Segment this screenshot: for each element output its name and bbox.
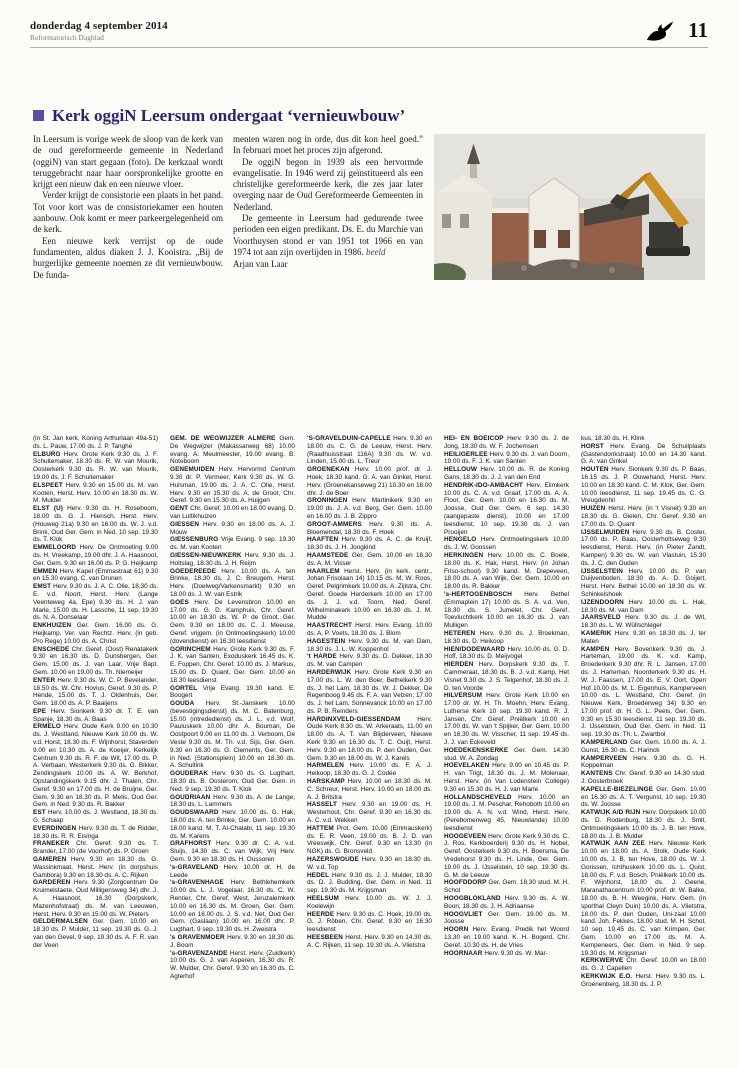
directory-entry: HARSKAMP Herv. 10.00 en 18.30 ds. M. C. Schreur, Herst. Herv. 10.00 en 18.00 ds. A. J. Britstra	[307, 778, 432, 801]
directory-entry: IJSSELMUIDEN Herv. 9.30 ds. B. Coster, 17.00 ds. P. Baas, Oosterholtseweg 9.30 leesdienst, Herst. Herv. (in Pieter Zandt, Kampen) 9.30 ds. W. van Vlastuin, 15.30 ds. J. C. den Ouden	[581, 528, 706, 567]
paragraph: Een nieuwe kerk verrijst op de oude fundamenten, aldus diaken J. J. Kooistra. „Bij de burgerlijke gemeente noemen ze dit vernieuwbouw. De funda-	[33, 235, 223, 280]
town-name: HOEVELAKEN	[444, 762, 493, 770]
directory-entry: HARDERWIJK Herv. Grote Kerk 9.30 en 17.00 ds. L. W. den Boer, Bethelkerk 9.30 ds. J. het Lam, 18.30 ds. W. J. Dekker, De Regenboog 9.45 ds. F. A. van Velzen, 17.00 ds. J. het Lam, Sonnevanck 10.00 en 17.00 ds. P. B. Reinders	[307, 668, 432, 715]
town-name: HAAMSTEDE	[307, 551, 352, 559]
directory-entry: HARDINXVELD-GIESSENDAM Herv. Oude Kerk 8.30 ds. W. Arkeraats, 11.00 en 18.00 ds. A. T. van Blijderveen, Nieuwe Kerk 9.30 en 16.30 ds. T. C. Guijt, Herst. Herv. 9.30 en 18.00 ds. P. den Ouden, Ger. Gem. 9.30 en 18.00 ds. W. J. Karels	[307, 715, 432, 762]
town-name: GRAFHORST	[170, 840, 217, 848]
paper-name: Reformatorisch Dagblad	[30, 33, 104, 42]
town-name: GIESSEN	[170, 520, 203, 528]
town-name: KATWIJK A/D RIJN	[581, 809, 643, 817]
town-name: HOORN	[444, 926, 473, 934]
article-column-2	[233, 134, 423, 271]
town-name: GIESSEN-NIEUWKERK	[170, 551, 245, 559]
directory-entry: HOUTEN Herv. Sionkerk 9.30 ds. P. Baas, 16.15 ds. J. P. Ouwehand, Herst. Herv. 10.00 en 18.30 kand. C. M. Klok, Ger. Gem. 10.00 leesdienst, 11 sep. 19.45 ds. C. G. Vreugdenhil	[581, 466, 706, 505]
town-name: IJZENDOORN	[581, 598, 629, 606]
town-name: HOOGVLIET	[444, 910, 489, 918]
town-name: EST	[33, 809, 48, 817]
directory-entry: GENT Chr. Geref. 10.00 en 18.00 evang. D. van Luttikhuizen	[170, 505, 295, 520]
directory-entry: HILVERSUM Herv. Grote Kerk 10.00 en 17.00 dr. W. H. Th. Moehn, Herv. Evang. Lutherse Kerk 10 sep. 19.30 kand. R. J. Jansen, Chr. Geref. Pniëlkerk 10.00 en 17.00 ds. W. van 't Spijker, Ger. Gem. 10.00 en 16.30 ds. W. Visscher, 11 sep. 19.45 ds. J. J. van Eckeveld	[444, 692, 569, 747]
town-name: HUIZEN	[581, 505, 609, 513]
town-name: HOORNAAR	[444, 949, 485, 957]
page-number: 11	[688, 18, 708, 42]
town-name: HOOGBLOKLAND	[444, 895, 505, 903]
directory-entry: HAAMSTEDE Ger. Gem. 10.00 en 18.30 ds. A. M. Visser	[307, 551, 432, 567]
directory-entry: GAMEREN Herv. 9.30 en 18.30 ds. G. Wassinkmaat, Herst. Herv. (in dorpshuis Gambora) 9.30 en 18.30 ds. A. C. Rijken	[33, 856, 158, 879]
article-photo	[434, 134, 705, 280]
directory-entry: 's-GRAVELAND Herv. 10.00 dr. H. de Leede	[170, 863, 295, 879]
headline-row	[33, 106, 705, 125]
town-name: EMMELOORD	[33, 544, 80, 552]
directory-entry: EMST Herv. 9.30 ds. J. A. C. Olie, 18.30 ds. E. v.d. Noort, Herst. Herv. (Lange Veenteweg 4a, Epe) 9.30 ds. H. J. van Marle, 15.00 ds. H. Lassche, 11 sep. 19.30 ds. N. A. Donselaar	[33, 583, 158, 622]
directory-entry: EST Herv. 10.00 ds. J. Westland, 18.30 ds. G. Schaap	[33, 809, 158, 825]
town-name: GEM. DE WEGWIJZER ALMERE	[170, 435, 280, 442]
town-name: 's GRAVENMOER	[170, 934, 228, 941]
town-name: 's-GRAVELAND	[170, 863, 224, 871]
town-name: GENT	[170, 505, 191, 513]
town-name: GRONINGEN	[307, 497, 353, 505]
directory-entry: GEM. DE WEGWIJZER ALMERE Gem. De Wegwijzer (Makassarweg 68) 10.00 evang. A. Meulmeester, 19.00 evang. B. Noteboom	[170, 435, 295, 466]
town-name: HOEDEKENSKERKE	[444, 746, 514, 754]
town-name: HAASTRECHT	[307, 622, 356, 630]
directory-entry: ENKHUIZEN Ger. Gem. 16.00 ds. G. Heijkamp, Ver. van Rechtz. Herv. (in geb. Pro Rege) 10.00 ds. A. Christ	[33, 622, 158, 645]
town-name: HARMELEN	[307, 762, 350, 770]
town-name: HORST	[581, 442, 611, 450]
town-name: KERKWERVE	[581, 957, 627, 965]
directory-entry: HOOFDDORP Ger. Gem. 18.30 stud. M. H. Schot	[444, 879, 569, 895]
town-name: HERKINGEN	[444, 551, 488, 559]
town-name: KERKWIJK E.O.	[581, 972, 636, 980]
directory-entry: GOUDSWAARD Herv. 10.00 ds. G. Hak, 18.00 ds. A. ten Brinke, Ger. Gem. 10.00 en 18.00 kand. M. T. Al-Chalabi, 11 sep. 19.30 ds. M. Karens	[170, 809, 295, 840]
lead-article	[33, 106, 705, 281]
directory-entry: HOORNAAR Herv. 9.30 ds. W. Mar-	[444, 949, 548, 957]
town-name: GARDEREN	[33, 879, 74, 887]
paragraph: menten waren nog in orde, dus dit kon heel goed.” In februari moet het proces zijn afgerond.	[233, 134, 423, 156]
directory-entry: HETEREN Herv. 9.30 ds. J. Broekman, 18.30 ds. D. Heikoop	[444, 629, 569, 645]
town-name: HAARLEM	[307, 567, 345, 575]
paragraph: Verder krijgt de consistorie een plaats in het pand. Tot voor kort was de consistoriekamer een houten aanbouw. Ook komt er meer parkeergelegenheid om de kerk.	[33, 190, 223, 235]
town-name: KAMPEN	[581, 645, 615, 653]
directory-entry: EMMEN Herv. Kapel (Emmastraat 61) 9.30 en 15.30 evang. C. van Drunen	[33, 567, 158, 583]
directory-entry: KAPELLE-BIEZELINGE Ger. Gem. 10.00 en 16.30 ds. A. T. Vergunst, 10 sep. 19.30 ds. W. Joosse	[581, 785, 706, 809]
directory-entry: GORINCHEM Herv. Grote Kerk 9.30 ds. F. J. K. van Santen, Exoduskerk 16.45 ds. K. E. Foppen, Chr. Geref. 10.00 ds. J. Markus, 15.00 ds. D. Quant, Ger. Gem. 10.00 en 18.30 leesdienst	[170, 645, 295, 684]
town-name: HASSELT	[307, 801, 343, 809]
directory-entry: FRANEKER Chr. Geref. 9.30 ds. T. Brander, 17.00 (de Voorhof) ds. P. Groen	[33, 840, 158, 856]
town-name: IJSSELMUIDEN	[581, 528, 633, 536]
directory-entry: HIEN/DODEWAARD Herv. 10.00 ds. G. D. Hoff, 18.30 ds. D. Meijvogel	[444, 645, 569, 661]
town-name: HARDERWIJK	[307, 668, 355, 676]
town-name: FRANEKER	[33, 840, 77, 848]
town-name: ENKHUIZEN	[33, 622, 77, 630]
directory-entry: HOOGBLOKLAND Herv. 9.30 ds. A. W. Boon, 18.30 ds. J. H. Adriaanse	[444, 895, 569, 910]
directory-entry: HAGESTEIN Herv. 9.30 ds. M. van Dam, 18.30 ds. J. L. W. Koppenhol	[307, 637, 432, 653]
directory-entry: ENTER Herv. 9.30 ds. W. C. P. Bevelander, 18.50 ds. W. Chr. Hovius, Geref. 9.30 ds. P. Hende, 15.00 ds. T. J. Oldenhuis, Ger. Gem. 18.00 ds. A. P. Baaijens	[33, 676, 158, 708]
directory-entry: HENGELO Herv. Ontmoetingskerk 10.00 ds. J. W. Goossen	[444, 536, 569, 552]
town-name: HATTEM	[307, 824, 337, 832]
town-name: GROOT-AMMERS	[307, 520, 370, 528]
town-name: 'S-GRAVELDUIN-CAPELLE	[307, 435, 394, 442]
town-name: KAMERIK	[581, 629, 615, 637]
town-name: 's-GRAVENZANDE	[170, 949, 230, 957]
directory-entry: GORTEL Vrije Evang. 19.30 kand. E. Boogert	[170, 684, 295, 700]
directory-entry: HOEVELAKEN Herv. 9.00 en 10.45 ds. P. H. van Trigt, 18.30 ds. J. M. Molenaar, Herst. Herv. (in Van Lodenstein College) 9.30 en 15.30 ds. H. J. van Marle	[444, 762, 569, 793]
town-name: HELLOUW	[444, 466, 481, 474]
paragraph	[233, 213, 423, 258]
town-name: HOOFDDORP	[444, 879, 489, 887]
town-name: HENGELO	[444, 536, 481, 544]
town-name: HOUTEN	[581, 466, 612, 474]
directory-entry: GROENEKAN Herv. 10.00 prof. dr. J. Hoek, 18.30 kand. G. A. van Ginkel, Herst. Herv. (Groenekanseweg 21) 10.30 en 18.00 dhr. J. de Boer	[307, 466, 432, 497]
paragraph-text: De gemeente in Leersum had gedurende twee perioden een eigen predikant. Ds. E. du Marchie van Voorthuysen stond er van 1951 tot 1966 en van 1974 tot aan zijn overlijden in 1986.	[233, 213, 423, 257]
photo-credit-label: beeld	[365, 246, 386, 257]
town-name: HOOGEVEEN	[444, 832, 489, 840]
town-name: EMST	[33, 583, 54, 591]
directory-entry: HELLOUW Herv. 10.00 ds. R. de Koning Gans, 18.30 ds. J. J. van den End	[444, 466, 569, 481]
directory-entry: EVERDINGEN Herv. 9.30 ds. T. de Ridder, 18.30 ds. R. R. Eisinga	[33, 824, 158, 840]
town-name: GOUDSWAARD	[170, 809, 223, 817]
directory-entry: KATWIJK A/D RIJN Herv. Dorpskerk 10.00 ds. D. Rodenburg, 18.30 ds. J. Smit, Ontmoetingskerk 10.00 ds. J. B. ten Hove, 18.00 ds. J. B. Mulder	[581, 809, 706, 840]
directory-entry: HEERDE Herv. 9.30 ds. C. Hoek, 19.00 ds. G. J. Röben, Chr. Geref. 9.30 en 16.30 leesdienst	[307, 910, 432, 934]
town-name: HEERDE	[307, 910, 337, 918]
directory-entry: KERKWIJK E.O. Herst. Herv. 9.30 ds. L. Groenenberg, 18.30 ds. J. P.	[581, 972, 706, 988]
directory-entry: HENDRIK-IDO-AMBACHT Herv. Elimkerk 10.00 ds. C. A. v.d. Graaf, 17.00 ds. A. A. Floor, Ger. Gem. 10.00 en 16.30 ds. M. Joosse, Oud Ger. Gem. 6 sep. 14.30 (aangepaste dienst), 10.00 en 17.00 leesdienst, 10 sep. 19.30 ds. J. van Prooijen	[444, 481, 569, 536]
directory-entry: KERKWERVE Chr. Geref. 10.00 en 18.00 ds. G. J. Capellen	[581, 957, 706, 973]
directory-entry: KATWIJK AAN ZEE Herv. Nieuwe Kerk 10.00 en 18.00 ds. A. Stolk, Oude Kerk 10.00 ds. J. B. ten Hove, 18.00 ds. W. J. Gorissen, Ichthuskerk 10.00 ds. L. Quist, 18.00 ds. F. v.d. Bosch, Pniëlkerk 10.00 ds. F. Wijnhorst, 18.00 ds. J. Geene, Maranathacentrum 10.00 prof. dr. W. Balke, 18.00 ds. B. H. Weegink, Herv. Gem. (in sporthal Cleyn Duin) 10.00 ds. A. Vlietstra, 18.00 ds. P. den Ouden, Uni-zaal 10.00 kand. Joh. Fekkes, 18.00 stud. M. H. Schot, 10 sep. 19.45 ds. C. van Krimpen, Ger. Gem. 10.00 en 17.00 ds. M. A. Kempeneers, Ger. Gem. in Ned. 9 sep. 19.30 ds. M. Krijgsman	[581, 840, 706, 957]
directory-entry: HOOGVLIET Ger. Gem. 19.00 ds. M. Joosse	[444, 910, 569, 926]
directory-entry: GOES Herv. De Levensbron 10.00 en 17.00 ds. G. D. Kamphuis, Chr. Geref. 10.00 en 18.30 ds. W. P. de Groot, Ger. Gem. 9.30 en 18.00 ds. C. J. Meeuse, Geref. vrijgem. (in Ontmoetingskerk) 10.00 (dovendienst) en 16.30 leesdienst	[170, 598, 295, 645]
masthead	[30, 20, 708, 48]
town-name: GENEMUIDEN	[170, 466, 219, 474]
town-name: KAMPERVEEN	[581, 754, 634, 762]
directory-entry: GIESSENBURG Vrije Evang. 9 sep. 19.30 ds. M. van Kooten	[170, 536, 295, 552]
directory-entry: IJZENDOORN Herv. 10.00 ds. L. Hak, 18.30 ds. M. van Dam	[581, 598, 706, 614]
directory-entry: KANTENS Chr. Geref. 9.30 en 14.30 stud. J. Oosterbroek	[581, 770, 706, 786]
article-headline: Kerk oggiN Leersum ondergaat ‘vernieuwbouw’	[52, 106, 406, 125]
directory-entry: GARDEREN Herv. 9.30 (Zorgcentrum De Kruimelstaete, Oud Milligensweg 34) dhr. J. A. Haasnoot, 16.30 (Dorpskerk, Mazenhofstraat) ds. M. van Leeuwen, Herst. Herv. 9.30 en 15.00 ds. W. Pieters	[33, 879, 158, 918]
directory-entry: ELSPEET Herv. 9.30 en 15.00 ds. M. van Kooten, Herst. Herv. 10.00 en 18.30 ds. W. M. Mulder	[33, 481, 158, 505]
town-name: KAMPERLAND	[581, 739, 631, 747]
town-name: KAPELLE-BIEZELINGE	[581, 785, 657, 793]
directory-entry: KAMERIK Herv. 9.30 en 18.30 ds. J. ter Maten	[581, 629, 706, 645]
directory-entry: HEI- EN BOEICOP Herv. 9.30 ds. J. de Jong, 18.30 ds. W. F. Jochemsen	[444, 435, 569, 450]
directory-entry: KAMPEN Herv. Bovenkerk 9.30 ds. J. Harteman, 19.00 ds. K. v.d. Kamp, Broederkerk 9.30 dhr. R. L. Jansen, 17.00 ds. J. Harteman, Noorderkerk 9.30 ds. H. W. J. Faassen, 17.00 ds. E. V. Oort, Open Hof 10.00 ds. M. L. Eigenhuis, Kamperveen 10.00 ds. L. Westland, Chr. Geref. (in Nieuwe Kerk, Broederweg 34) 9.30 en 17.00 prof. dr. H. G. L. Peels, Ger. Gem. 9.30 en 15.30 leesdienst, 11 sep. 19.30 ds. J. IJsselstein, Oud Ger. Gem. in Ned. 11 sep. 19.30 ds. Th. L. Zwartbol	[581, 645, 706, 739]
town-name: GORINCHEM	[170, 645, 214, 653]
directory-entry: HATTEM Prot. Gem. 10.00 (Emmauskerk) ds. E. R. Veen, 19.00 ds. B. J. D. van Vreeswijk, Chr. Geref. 9.30 en 13.30 (in NGK) ds. G. Bronsveld	[307, 824, 432, 856]
town-name: HEILIGERLEE	[444, 450, 490, 458]
town-name: EPE	[33, 707, 51, 715]
directory-entry: HOEDEKENSKERKE Ger. Gem. 14.30 stud. W. A. Zondag	[444, 746, 569, 762]
directory-entry: HEELSUM Herv. 10.00 ds. W. J. J. Koelewijn	[307, 895, 432, 910]
town-name: GOUDRIAAN	[170, 793, 214, 801]
town-name: GOUDA	[170, 700, 206, 708]
directory-entry: 's-GRAVENZANDE Herst. Herv. (Zuidkerk) 10.00 ds. G. J. van Asperen, 16.30 ds. R. W. Mulder, Chr. Geref. 9.30 en 16.30 ds. C. Agterhof	[170, 949, 295, 980]
town-name: EMMEN	[33, 567, 60, 575]
directory-entry: 's-HERTOGENBOSCH Herv. Bethel (Emmaplein 17) 10.00 ds. S. A. v.d. Ven, 18.30 ds. S. Jumelet, Chr. Geref. Toevluchtkerk 10.00 en 16.30 ds. J. van Mulligen	[444, 590, 569, 630]
town-name: 's-HERTOGENBOSCH	[444, 590, 525, 598]
town-name: HENDRIK-IDO-AMBACHT	[444, 481, 527, 489]
town-name: ELST (U)	[33, 505, 68, 513]
church-services-directory	[33, 435, 706, 1041]
town-name: GOUDERAK	[170, 770, 212, 778]
directory-entry: (in St. Jan kerk, Koning Arthurlaan 49a-51) ds. L. Pauw, 17.00 ds. J. P. Tanghé	[33, 435, 158, 450]
directory-entry: 's GRAVENMOER Herv. 9.30 en 18.30 ds. J. Boom	[170, 934, 295, 949]
directory-entry: HERKINGEN Herv. 10.00 ds. C. Boele, 18.00 ds. K. Hak, Herst. Herv. (in Johan Friso-school) 9.30 kand. M. Diepeveen, 18.00 ds. A. van Wijk, Ger. Gem. 10.00 en 18.00 ds. R. Bakker	[444, 551, 569, 591]
directory-entry: 'S-GRAVELDUIN-CAPELLE Herv. 9.30 en 18.00 ds. C. G. de Leeuw, Herst. Herv. (Raadhuisstraat 116A) 9.30 ds. W. v.d. Linden, 15.00 ds. L. Treur	[307, 435, 432, 466]
directory-entry: HEESBEEN Herst. Herv. 9.30 en 14.30 ds. A. C. Rijken, 11 sep. 19.30 ds. A. Vlietstra	[307, 934, 432, 949]
directory-entry: HORST Herv. Evang. De Schuilplaats (Gastendonkstraat) 10.00 en 14.30 kand. G. A. van Ginkel	[581, 442, 706, 466]
town-name: ENTER	[33, 676, 58, 684]
town-name: 's-GRAVENHAGE	[170, 879, 231, 887]
town-name: HARDINXVELD-GIESSENDAM	[307, 715, 418, 723]
directory-column-2	[170, 435, 295, 1041]
town-name: HEDEL	[307, 871, 333, 879]
directory-entry: KAMPERLAND Ger. Gem. 10.00 ds. A. J. Gunst, 16.30 ds. C. Harinck	[581, 739, 706, 754]
town-name: EVERDINGEN	[33, 824, 79, 832]
town-name: HIERDEN	[444, 661, 479, 669]
town-name: KANTENS	[581, 770, 616, 778]
town-name: GROENEKAN	[307, 466, 355, 474]
town-name: HOLLANDSCHEVELD	[444, 793, 519, 801]
directory-entry: IJSSELSTEIN Herv. 10.00 ds. P. van Duijvenboden, 18.30 ds. A. D. Goijert, Herst. Herv. Bethel 10.00 en 18.30 ds. W. Schinkelshoek	[581, 567, 706, 598]
directory-entry: ERMELO Herv. Oude Kerk 9.00 en 10.30 ds. J. Westland, Nieuwe Kerk 10.00 ds. W. v.d. Horst, 18.30 ds. F. Wijnhorst, Staverden 9.00 en 10.30 ds. A. de Koeijer, Kerkelijk Centrum 9.30 ds. R. F. de Wit, 17.00 ds. P. A. Verbaan, Westerkerk 9.30 ds. G. Bikker, Zendingskerk 10.00 ds. A. W. Berkhof, Opstandingskerk 9.15 dhr. J. Thalen, Chr. Geref. 9.30 en 17.00 ds. H. de Bruijne, Ger. Gem. 9.30 en 18.30 ds. P. Melis, Oud Ger. Gem. in Ned. 9.30 ds. R. Bakker	[33, 723, 158, 809]
directory-entry: HAARLEM Herst. Herv. (in kerk. centr., Johan Frisolaan 14) 10.15 ds. M. W. Roos, Geref. Pelgrimkerk 10.00 ds. A. Zijlstra, Chr. Geref. Goede Herderkerk 10.00 en 17.00 ds. J. J. v.d. Toorn, Ned. Geref. Wilhelminakerk 10.00 en 16.30 ds. J. M. Mudde	[307, 567, 432, 622]
directory-entry: HAAFTEN Herv. 9.30 ds. A. C. de Kruijf, 18.30 ds. J. H. Jongkind	[307, 536, 432, 552]
section-square-icon	[33, 110, 44, 121]
town-name: GELDERMALSEN	[33, 918, 93, 926]
directory-entry: HIERDEN Herv. Dorpskerk 9.30 ds. T. Cammeraat, 18.30 ds. B. J. v.d. Kamp, Het Visnet 9.30 ds. J. S. Telgenhof, 18.30 ds. J. D. ten Voorde	[444, 661, 569, 692]
directory-entry: GRAFHORST Herv. 9.30 dr. C. A. v.d. Sluijs, 14.30 ds. C. van Wijk, Vrij Herv. Gem. 9.30 en 18.30 ds. H. Oussoren	[170, 840, 295, 864]
paragraph: In Leersum is vorige week de sloop van de kerk van de oud gereformeerde gemeente in Nederland (oggiN) van start gegaan (foto). De kerkzaal wordt teruggebracht naar haar oorspronkelijke grootte en krijgt een nieuw dak en een nieuwe vloer.	[33, 134, 223, 190]
town-name: KATWIJK AAN ZEE	[581, 840, 649, 848]
town-name: HAAFTEN	[307, 536, 342, 544]
directory-entry: HAASTRECHT Herst. Herv. Evang. 10.00 ds. A. P. Voets, 18.30 ds. J. Blom	[307, 622, 432, 637]
directory-entry: HOOGEVEEN Herv. Grote Kerk 9.30 ds. C. J. Ros, Kerkboerderij 9.30 ds. H. Nobel, Geref. Oosterkerk 9.30 ds. H. Boersma, De Vredehorst 9.30 ds. H. Linde, Ger. Gem. 19.00 ds. J. IJsselstein, 10 sep. 19.30 ds. G. M. de Leeuw	[444, 832, 569, 879]
directory-entry: HARMELEN Herv. 10.00 ds. F. A. J. Heikoop, 18.30 ds. G. J. Codée	[307, 762, 432, 778]
town-name: ELBURG	[33, 450, 64, 458]
directory-entry: GROOT-AMMERS Herv. 9.30 ds. A. Bloemendal, 18.30 ds. F. Hoek	[307, 520, 432, 536]
town-name: HEESBEEN	[307, 934, 346, 941]
directory-entry: ENSCHEDE Chr. Geref. (Oost) Renatakerk 9.30 en 16.30 ds. D. Dunsbergen, Ger. Gem. 15.00 ds. J. van Laar, Vrije Bapt. Gem. 10.00 en 19.00 ds. Th. Niemeijer	[33, 645, 158, 676]
directory-entry: HEILIGERLEE Herv. 9.30 ds. J. van Doorn, 19.00 ds. F. J. K. van Santen	[444, 450, 569, 466]
town-name: GIESSENBURG	[170, 536, 221, 544]
directory-entry: EMMELOORD Herv. De Ontmoeting 9.00 ds. H. Vreekamp, 19.00 dhr. J. A. Haasnoot, Ger. Gem. 9.30 en 16.00 ds. P. G. Heijkamp	[33, 544, 158, 567]
directory-entry: GOEDEREEDE Herv. 10.00 ds. A. ten Brinke, 18.30 ds. J. C. Breugem, Herst. Herv. (Doelweg/Varkensmarkt) 9.30 en 18.00 ds. J. W. van Estrik	[170, 567, 295, 598]
directory-entry: GOUDRIAAN Herv. 9.30 ds. A. de Lange, 18.30 ds. L. Lammers	[170, 793, 295, 809]
town-name: ERMELO	[33, 723, 65, 731]
directory-entry: ELST (U) Herv. 9.30 ds. H. Roseboom, 18.00 ds. G. J. Hiensch, Herst. Herv. (Houweg 21a) 9.30 en 16.00 ds. W. J. v.d. Brink, Oud Ger. Gem. in Ned. 10 sep. 19.30 ds. T. Klok	[33, 505, 158, 544]
directory-entry: HOORN Herv. Evang. Predik het Woord 13.30 en 19.00 kand. K. H. Bogerd, Chr. Geref. 10.30 ds. H. de Vries	[444, 926, 569, 949]
grouse-logo-icon	[646, 21, 674, 43]
town-name: 't HARDE	[307, 653, 340, 661]
directory-entry: GELDERMALSEN Ger. Gem. 10.00 en 18.30 ds. P. Mulder, 11 sep. 19.30 ds. G. J. van den Gevel, 9 sep. 19.30 ds. A. F. R. van der Veen	[33, 918, 158, 949]
article-column-1	[33, 134, 223, 281]
directory-entry: ELBURG Herv. Grote Kerk 9.30 ds. J. F. Schuitemaker, 18.30 ds. R. W. van Mourik, Oosterkerk 9.30 ds. R. W. van Mourik, 19.00 ds. J. F. Schuitemaker	[33, 450, 158, 481]
photo-credit: Arjan van Laar	[233, 259, 288, 270]
directory-entry: HAZERSWOUDE Herv. 9.30 en 18.30 ds. W. v.d. Top	[307, 856, 432, 871]
directory-entry: HOLLANDSCHEVELD Herv. 10.00 en 19.00 ds. J. M. Peschar, Rehoboth 10.00 en 19.00 ds. A. N. v.d. Wind, Herst. Herv. (Perebomenweg 45, Nieuwlande) 10.00 leesdienst	[444, 793, 569, 832]
town-name: HILVERSUM	[444, 692, 487, 700]
town-name: GAMEREN	[33, 856, 71, 864]
directory-entry: GENEMUIDEN Herv. Hervormd Centrum 9.30 dr. P. Vermeer, Kerk 9.30 ds. W. G. Hulsman, 19.00 ds. J. A. C. Olie, Herst. Herv. 9.30 en 15.30 ds. A. de Groot, Chr. Geref. 9.30 en 15.30 ds. A. Huijgen	[170, 466, 295, 505]
town-name: HAGESTEIN	[307, 637, 349, 645]
town-name: GORTEL	[170, 684, 203, 692]
directory-entry: 's-GRAVENHAGE Herv. Bethlehemkerk 10.00 ds. L. J. Vogelaar, 16.30 ds. C. W. Rentier, Chr. Geref. West, Jeruzalemkerk 10.00 en 16.30 ds. M. Groen, Ger. Gem. 10.00 en 16.00 ds. J. S. v.d. Net, Oud Ger. Gem. (Gaslaan) 10.00 en 16.00 dhr. P. Lugthart, 9 sep. 19.30 ds. H. Zweistra	[170, 879, 295, 934]
edition-date: donderdag 4 september 2014	[30, 20, 168, 32]
town-name: GOEDEREEDE	[170, 567, 222, 575]
town-name: ENSCHEDE	[33, 645, 72, 653]
directory-entry: HASSELT Herv. 9.30 en 19.00 ds. H. Westerhout, Chr. Geref. 9.30 en 16.30 ds. A. C. v.d. Wekken	[307, 801, 432, 825]
directory-entry: JAARSVELD Herv. 9.30 ds. J. de Wit, 18.30 ds. L. W. Wüllschleger	[581, 614, 706, 630]
article-body	[33, 134, 705, 281]
town-name: HAZERSWOUDE	[307, 856, 362, 864]
directory-column-4	[444, 435, 569, 1041]
town-name: HARSKAMP	[307, 778, 348, 786]
directory-column-3	[307, 435, 432, 1041]
directory-entry: KAMPERVEEN Herv. 9.30 ds. G. H. Koppelman	[581, 754, 706, 770]
directory-entry: GOUDERAK Herv. 9.30 ds. G. Lugthart, 18.30 ds. B. Oosterom, Oud Ger. Gem. in Ned. 9 sep. 19.30 ds. T. Klok	[170, 770, 295, 793]
town-name: HETEREN	[444, 629, 480, 637]
directory-column-1	[33, 435, 158, 1041]
town-name: JAARSVELD	[581, 614, 626, 622]
directory-entry: HEDEL Herv. 9.30 ds. J. J. Mulder, 18.30 ds. D. J. Budding, Ger. Gem. in Ned. 11 sep. 19.30 ds. M. Krijgsman	[307, 871, 432, 895]
directory-entry: GRONINGEN Herv. Martinikerk 9.30 en 19.00 ds. J. A. v.d. Berg, Ger. Gem. 10.00 en 16.00 ds. J. B. Zippro	[307, 497, 432, 520]
town-name: HEELSUM	[307, 895, 346, 903]
paragraph: De oggiN begon in 1939 als een hervormde evangelisatie. In 1946 werd zij geïnstitueerd als een christelijke gereformeerde kerk, die zes jaar later overging naar de Oud Gereformeerde Gemeenten in Nederland.	[233, 156, 423, 212]
town-name: HIEN/DODEWAARD	[444, 645, 508, 653]
directory-entry: kus, 18.30 ds. H. Klink	[581, 435, 645, 442]
directory-entry: GIESSEN-NIEUWKERK Herv. 9.30 ds. J. Holtslag, 18.30 ds. J. H. Reijm	[170, 551, 295, 567]
directory-entry: 't HARDE Herv. 9.30 ds. D. Dekker, 18.30 ds. M. van Campen	[307, 653, 432, 669]
town-name: ELSPEET	[33, 481, 66, 489]
directory-entry: GOUDA Herv. St.-Janskerk 10.00 (bevestigingsdienst) ds. M. C. Batenburg, 15.00 (intrededienst) ds. J. L. v.d. Wolf, Pauluskerk 10.00 dhr. A. Bouman, De Oostpoort 9.00 en 11.00 ds. J. Verboom, De Veste 9.30 ds. M. Th. v.d. Sijs, Ger. Gem. 9.30 en 16.30 ds. G. Clements, Ger. Gem. in Ned. (Stationsplein) 10.00 en 18.30 ds. A. Schultink	[170, 700, 295, 770]
town-name: IJSSELSTEIN	[581, 567, 629, 575]
town-name: GOES	[170, 598, 195, 606]
town-name: HEI- EN BOEICOP	[444, 435, 508, 442]
directory-entry: GIESSEN Herv. 9.30 en 18.00 ds. A. J. Mouw	[170, 520, 295, 536]
directory-column-5	[581, 435, 706, 1041]
directory-entry: EPE Herv. Sionkerk 9.30 dr. T. E. van Spanje, 18.30 ds. A. Baas	[33, 707, 158, 723]
directory-entry: HUIZEN Herst. Herv. (in 't Visnet) 9.30 en 18.30 ds. G. Gielen, Chr. Geref. 9.30 en 17.00 ds. D. Quant	[581, 505, 706, 528]
